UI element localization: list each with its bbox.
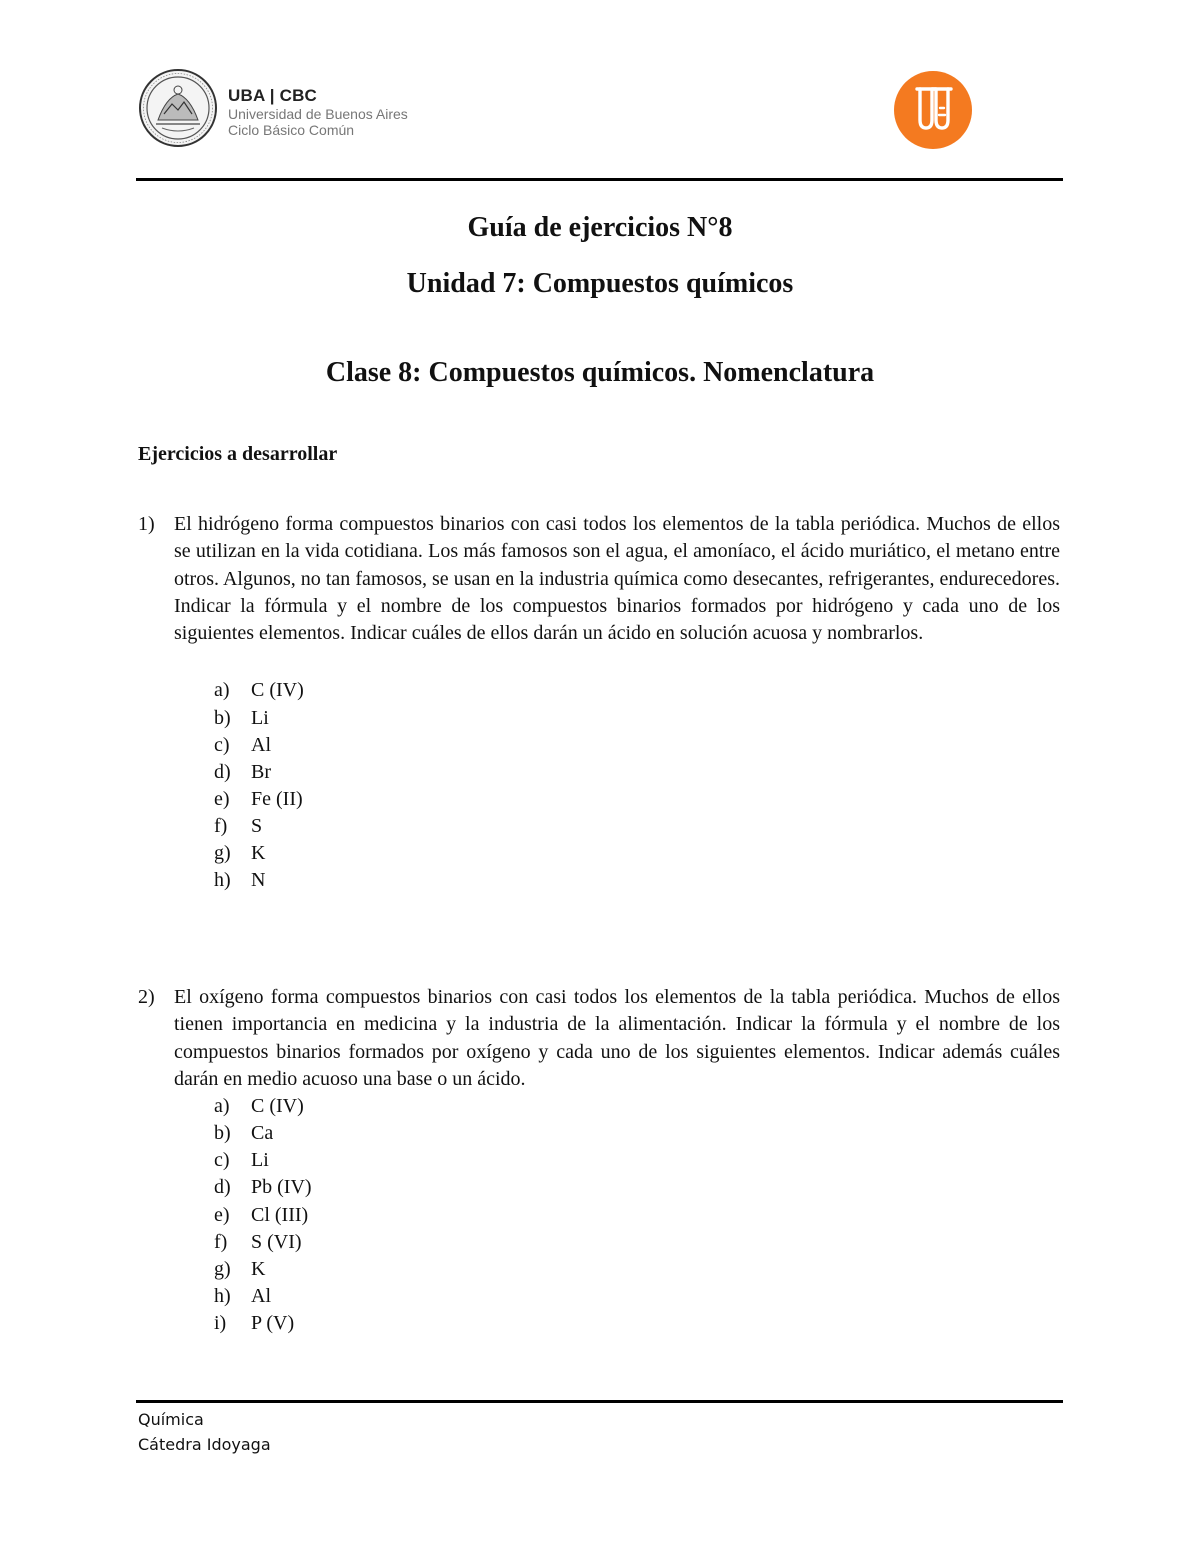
item-letter: h) [214, 869, 231, 892]
item-letter: h) [214, 1284, 231, 1307]
item-value: Al [251, 1284, 271, 1307]
item-letter: c) [214, 1149, 230, 1172]
list-item [214, 1093, 1060, 1120]
list-item [214, 840, 1060, 867]
list-item [214, 1229, 1060, 1256]
item-value: N [251, 869, 266, 892]
item-letter: e) [214, 787, 230, 810]
item-value: Li [251, 706, 269, 729]
list-item [214, 1120, 1060, 1147]
item-letter: e) [214, 1203, 230, 1226]
list-item [214, 1202, 1060, 1229]
item-value: P (V) [251, 1311, 295, 1334]
list-item [214, 759, 1060, 786]
item-letter: f) [214, 1230, 228, 1253]
section-heading: Ejercicios a desarrollar [138, 443, 338, 465]
exercise-item-list [214, 677, 1060, 894]
item-letter: b) [214, 1122, 231, 1145]
item-value: C (IV) [251, 1095, 304, 1118]
item-value: Fe (II) [251, 787, 303, 810]
list-item [214, 1147, 1060, 1174]
page-footer [138, 1407, 271, 1457]
list-item [214, 677, 1060, 704]
item-letter: g) [214, 1257, 231, 1280]
item-letter: d) [214, 1176, 231, 1199]
item-letter: b) [214, 706, 231, 729]
test-tubes-icon [893, 70, 973, 150]
list-item [214, 732, 1060, 759]
header-divider [136, 178, 1063, 181]
class-title: Clase 8: Compuestos químicos. Nomenclatura [325, 357, 875, 388]
item-value: Cl (III) [251, 1203, 309, 1226]
item-value: S (VI) [251, 1230, 302, 1253]
exercise-2 [138, 984, 1060, 1337]
item-value: K [251, 1257, 266, 1280]
guide-title: Guía de ejercicios N°8 [467, 212, 733, 243]
item-value: S [251, 814, 263, 837]
item-value: Br [251, 760, 271, 783]
item-letter: g) [214, 842, 231, 865]
item-value: K [251, 842, 266, 865]
organization-line-2: Ciclo Básico Común [228, 122, 355, 138]
exercise-item-list [214, 1093, 1060, 1337]
item-value: Ca [251, 1122, 274, 1145]
item-value: C (IV) [251, 679, 304, 702]
item-letter: c) [214, 733, 230, 756]
exercise-text: El hidrógeno forma compuestos binarios con casi todos los elementos de la tabla periódica. Muchos de ellos se utilizan en la vida cotidiana. Los más famosos son el agua, el amoníaco, el ácido muriático, el metano entre otros. Algunos, no tan famosos, se usan en la industria química como desecantes, refrigerantes, endurecedores. Indicar la fórmula y el nombre de los compuestos binarios formados por hidrógeno y cada uno de los siguientes elementos. Indicar cuáles de ellos darán un ácido en solución acuosa y nombrarlos. [174, 513, 1060, 645]
item-letter: a) [214, 1095, 230, 1118]
footer-subject: Química [138, 1410, 204, 1429]
list-item [214, 813, 1060, 840]
organization-title: UBA | CBC [228, 86, 318, 105]
organization-line-1: Universidad de Buenos Aires [228, 106, 408, 122]
exercise-number: 2) [138, 986, 155, 1008]
list-item [214, 705, 1060, 732]
exercise-1 [138, 511, 1060, 894]
list-item [214, 867, 1060, 894]
item-letter: d) [214, 760, 231, 783]
exercise-text: El oxígeno forma compuestos binarios con casi todos los elementos de la tabla periódica. Muchos de ellos tienen importancia en medicina y la industria de la alimentación. Indicar la fórmula y el nombre de los compuestos binarios formados por oxígeno y cada uno de los siguientes elementos. Indicar además cuáles darán en medio acuoso una base o un ácido. [174, 986, 1060, 1090]
list-item [214, 786, 1060, 813]
exercise-number: 1) [138, 513, 155, 535]
unit-title: Unidad 7: Compuestos químicos [406, 268, 794, 299]
footer-divider [136, 1400, 1063, 1403]
list-item [214, 1256, 1060, 1283]
item-value: Pb (IV) [251, 1176, 312, 1199]
university-seal-icon [138, 68, 218, 148]
item-letter: a) [214, 679, 230, 702]
organization-name [228, 86, 408, 138]
item-letter: i) [214, 1311, 227, 1334]
list-item [214, 1174, 1060, 1201]
item-letter: f) [214, 814, 228, 837]
item-value: Al [251, 733, 271, 756]
footer-chair: Cátedra Idoyaga [138, 1435, 271, 1454]
item-value: Li [251, 1149, 269, 1172]
list-item [214, 1310, 1060, 1337]
page-header [138, 68, 1063, 152]
list-item [214, 1283, 1060, 1310]
